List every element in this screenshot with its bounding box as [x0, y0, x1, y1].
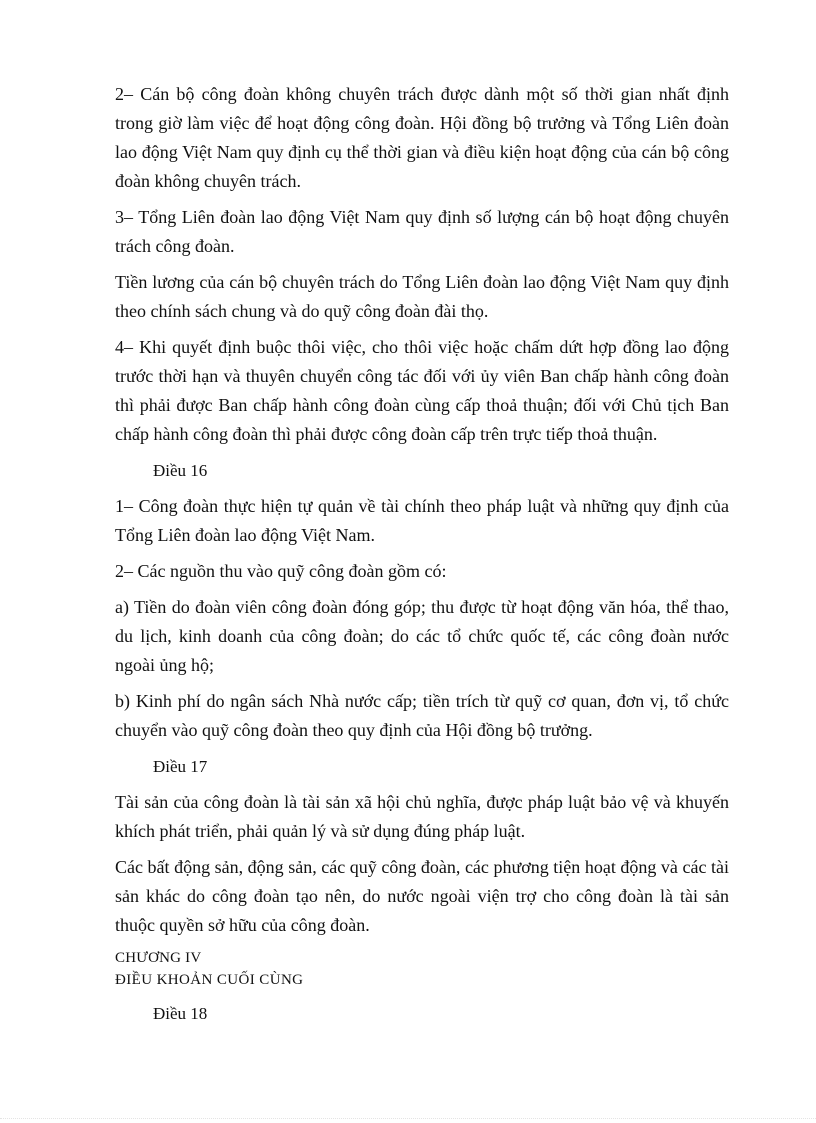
paragraph-clause-2: 2– Cán bộ công đoàn không chuyên trách được dành một số thời gian nhất định trong giờ làm việc để hoạt động công đoàn. Hội đồng bộ trưởng và Tổng Liên đoàn lao động Việt Nam quy định cụ thể thời gian và điều kiện hoạt động của cán bộ công đoàn không chuyên trách.: [115, 84, 729, 191]
chapter-number: CHƯƠNG IV: [115, 950, 202, 966]
article-18-heading: Điều 18: [153, 1004, 208, 1023]
chapter-title: ĐIỀU KHOẢN CUỐI CÙNG: [115, 972, 304, 988]
document-body: [115, 80, 729, 1035]
article-16-item-b: b) Kinh phí do ngân sách Nhà nước cấp; tiền trích từ quỹ cơ quan, đơn vị, tổ chức chuyển vào quỹ công đoàn theo quy định của Hội đồng bộ trưởng.: [115, 691, 729, 740]
article-16-item-a: a) Tiền do đoàn viên công đoàn đóng góp; thu được từ hoạt động văn hóa, thể thao, du lịch, kinh doanh của công đoàn; do các tổ chức quốc tế, các công đoàn nước ngoài ủng hộ;: [115, 597, 729, 675]
article-16-clause-1: 1– Công đoàn thực hiện tự quản về tài chính theo pháp luật và những quy định của Tổng Liên đoàn lao động Việt Nam.: [115, 496, 729, 545]
article-17-paragraph-2: Các bất động sản, động sản, các quỹ công đoàn, các phương tiện hoạt động và các tài sản khác do công đoàn tạo nên, do nước ngoài viện trợ cho công đoàn là tài sản thuộc quyền sở hữu của công đoàn.: [115, 857, 729, 935]
paragraph-salary: Tiền lương của cán bộ chuyên trách do Tổng Liên đoàn lao động Việt Nam quy định theo chính sách chung và do quỹ công đoàn đài thọ.: [115, 272, 729, 321]
article-16-heading: Điều 16: [153, 461, 208, 480]
page-bottom-divider: [0, 1118, 816, 1120]
article-17-heading: Điều 17: [153, 757, 208, 776]
paragraph-clause-4: 4– Khi quyết định buộc thôi việc, cho thôi việc hoặc chấm dứt hợp đồng lao động trước thời hạn và thuyên chuyển công tác đối với ủy viên Ban chấp hành công đoàn thì phải được Ban chấp hành công đoàn cùng cấp thoả thuận; đối với Chủ tịch Ban chấp hành công đoàn thì phải được công đoàn cấp trên trực tiếp thoả thuận.: [115, 337, 729, 444]
paragraph-clause-3: 3– Tổng Liên đoàn lao động Việt Nam quy định số lượng cán bộ hoạt động chuyên trách công đoàn.: [115, 207, 729, 256]
article-16-clause-2: 2– Các nguồn thu vào quỹ công đoàn gồm có:: [115, 561, 447, 581]
article-17-paragraph-1: Tài sản của công đoàn là tài sản xã hội chủ nghĩa, được pháp luật bảo vệ và khuyến khích phát triển, phải quản lý và sử dụng đúng pháp luật.: [115, 792, 729, 841]
